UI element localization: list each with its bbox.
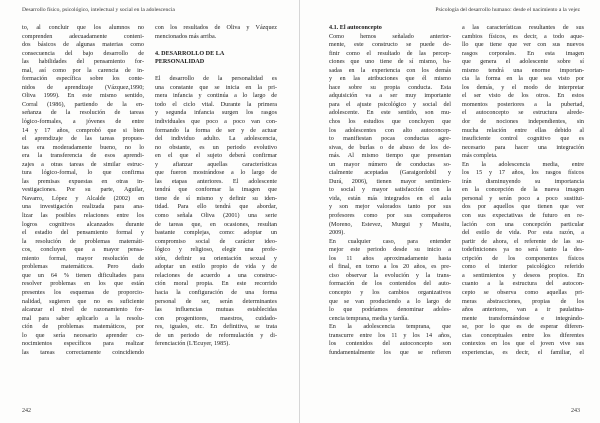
- text-line: los 11 años aproximadamente hasta: [329, 255, 451, 262]
- section-heading: PERSONALIDAD: [155, 59, 205, 66]
- text-line: dos por aquellos que tienen que ver: [462, 204, 584, 211]
- text-line: años anteriores, van a ir paulatina-: [462, 307, 584, 314]
- text-line: una constante que se inicia en la pri-: [155, 84, 277, 91]
- text-line: las etapas anteriores. El adolescente: [155, 178, 277, 185]
- text-line: en la concepción de la nueva imagen: [462, 187, 584, 194]
- text-line: mera infancia y continúa a lo largo de: [155, 93, 277, 100]
- text-line: alcanzar el nivel de razonamiento for-: [22, 307, 144, 314]
- text-line: el ser visto de los otros. En estos: [462, 93, 584, 100]
- text-line: dor de nociones independientes, sin: [462, 119, 584, 126]
- text-line: En la adolescencia media, entre: [462, 161, 584, 168]
- text-line: consecuencia del bajo desarrollo de: [22, 50, 144, 57]
- text-line: todo el ciclo vital. Durante la primera: [155, 101, 277, 108]
- text-line: lógico-formales, a jóvenes de entre: [22, 119, 144, 126]
- text-line: res, iguales, etc. En definitiva, se trata: [155, 324, 277, 331]
- blank-line: [155, 67, 277, 76]
- text-line: más completa.: [462, 153, 498, 160]
- text-line: mente transformándose e integrándo-: [462, 315, 584, 322]
- text-line: las habilidades del pensamiento for-: [22, 59, 144, 66]
- text-line: sadas en la experiencia con los demás: [329, 67, 451, 74]
- text-line: de un periodo de reformulación y di-: [155, 332, 277, 339]
- running-head-left: Desarrollo físico, psicológico, intelectual y social en la adolescencia: [22, 7, 175, 13]
- text-line: como señala Oliva (2001) una serie: [155, 213, 277, 220]
- text-line: dos básicos de algunas materias como: [22, 42, 144, 49]
- text-line: (Moreno, Estevez, Murgui y Musitu,: [329, 221, 451, 228]
- text-line: que fueron mostrándose a lo largo de: [155, 170, 277, 177]
- text-line: tura lógico-formal, lo que confirma: [22, 170, 144, 177]
- text-line: adolescente. En este sentido, son mu-: [329, 110, 451, 117]
- text-line: ciones que uno tiene de sí mismo, ba-: [329, 59, 451, 66]
- text-line: comprenden adecuadamente conteni-: [22, 33, 144, 40]
- text-line: y son mejor valorados tanto por sus: [329, 204, 451, 211]
- text-line: compromiso social de carácter ideo-: [155, 238, 277, 245]
- text-line: cialmente aceptadas (Garaigordobil y: [329, 170, 451, 177]
- text-line: chos los estudios que concluyen que: [329, 119, 451, 126]
- section-heading: 4. DESARROLLO DE LA: [155, 50, 225, 57]
- text-line: presentes los esquemas de proporcio-: [22, 289, 144, 296]
- text-line: como el interior psicológico referido: [462, 264, 584, 271]
- text-line: el estadio del pensamiento formal y: [22, 230, 144, 237]
- text-line: no obstante, es un periodo evolutivo: [155, 144, 277, 151]
- text-line: con sus expectativas de futuro en re-: [462, 213, 584, 220]
- text-line: un mayor número de conductas so-: [329, 161, 451, 168]
- text-line: meras abstracciones, propias de los: [462, 298, 584, 305]
- text-line: mencionados más arriba.: [155, 33, 217, 40]
- text-line: sivas, de burlas o de abuso de los de-: [329, 144, 451, 151]
- text-line: En la adolescencia temprana, que: [329, 324, 451, 331]
- text-line: mal para saber aplicarlo a la resolu-: [22, 315, 144, 322]
- text-line: individuales que poco a poco van con-: [155, 119, 277, 126]
- text-line: vida, están más integrados en el aula: [329, 195, 451, 202]
- text-line: Durá, 2006), tienen mayor sentimien-: [329, 178, 451, 185]
- text-line: cencia temprana, media y tardía.: [329, 315, 409, 322]
- text-line: personal y serán poco a poco sustitui-: [462, 195, 584, 202]
- text-line: para el ajuste psicológico y social del: [329, 101, 451, 108]
- text-line: mente, este constructo se puede de-: [329, 42, 451, 49]
- text-line: el autoconcepto se estructura alrede-: [462, 110, 584, 117]
- text-line: los demás, y el modo de interpretar: [462, 84, 584, 91]
- right-page-column-2: [462, 24, 584, 394]
- text-line: que genera el adolescente sobre sí: [462, 59, 584, 66]
- text-line: a las características resultantes de sus: [462, 25, 584, 31]
- text-line: nidos de aprendizaje (Vázquez,1990;: [22, 84, 144, 91]
- text-line: bastante complejas, como: adoptar un: [155, 230, 277, 237]
- text-line: del estilo de vida. Por esta razón, a: [462, 230, 584, 237]
- text-line: mejor este periodo desde su inicio a: [329, 247, 451, 254]
- text-line: En cualquier caso, para entender: [329, 238, 451, 245]
- text-line: hace sobre su propia conducta. Esta: [329, 84, 451, 91]
- text-line: los contenidos del autoconcepto son: [329, 341, 451, 348]
- text-line: sión, definir su orientación sexual y: [155, 255, 277, 262]
- text-line: se, por lo que es de esperar diferen-: [462, 324, 584, 331]
- text-line: hacia la configuración de una forma: [155, 289, 277, 296]
- text-line: problemas matemáticos. Pero dado: [22, 264, 144, 271]
- text-line: tidad. Para ello tendrá que abordar,: [155, 204, 277, 211]
- text-line: rasgos corporales. En esta imagen: [462, 50, 584, 57]
- right-page-column-1: [329, 24, 451, 394]
- text-line: insuficiente control cognitivo que es: [462, 136, 584, 143]
- text-line: ciso observar la evolución y la trans-: [329, 272, 451, 279]
- text-line: lógico y religioso, elegir una profe-: [155, 247, 277, 254]
- text-line: ferenciación (L'Ecuyer, 1985).: [155, 341, 230, 348]
- text-line: del individuo adulto. La adolescencia,: [155, 136, 277, 143]
- text-line: cias conceptuales entre los diferentes: [462, 332, 584, 339]
- text-line: contextos en los que el joven vive sus: [462, 341, 584, 348]
- text-line: llo que tiene que ver con sus nuevos: [462, 42, 584, 49]
- text-line: El desarrollo de la personalidad es: [155, 76, 277, 83]
- text-line: cambios físicos, es decir, a todo aque-: [462, 33, 584, 40]
- text-line: relaciones de acuerdo a una construc-: [155, 272, 277, 279]
- text-line: a sentimientos y deseos propios. En: [462, 272, 584, 279]
- text-line: formación de los contenidos del auto-: [329, 281, 451, 288]
- text-line: con progenitores, maestros, cuidado-: [155, 315, 277, 322]
- text-line: la resolución de problemas matemáti-: [22, 238, 144, 245]
- text-line: Corral (1986), partiendo de la en-: [22, 101, 144, 108]
- text-line: tas era moderadamente bueno, no lo: [22, 144, 144, 151]
- text-line: lación con una concepción particular: [462, 221, 584, 228]
- text-line: logros cognitivos alcanzados durante: [22, 221, 144, 228]
- text-line: nocimientos específicos para realizar: [22, 341, 144, 348]
- text-line: to, al concluir que los alumnos no: [22, 25, 144, 31]
- text-line: nalidad, sugieren que no es suficiente: [22, 298, 144, 305]
- text-line: de tareas que, en ocasiones, resultan: [155, 221, 277, 228]
- text-line: y segunda infancia surgen los rasgos: [155, 110, 277, 117]
- text-line: to manifiestan pocas conductas agre-: [329, 136, 451, 143]
- text-line: el final, en torno a los 20 años, es pre-: [329, 264, 451, 271]
- text-line: el aprendizaje de las tareas propues-: [22, 136, 144, 143]
- text-line: momentos posteriores a la pubertad,: [462, 101, 584, 108]
- text-line: lo que podríamos denominar adoles-: [329, 307, 451, 314]
- text-line: 2009).: [329, 230, 345, 237]
- text-line: las influencias mutuas establecidas: [155, 307, 277, 314]
- text-line: en el que el sujeto deberá confirmar: [155, 153, 277, 160]
- text-line: zajes a otras tareas de similar estruc-: [22, 161, 144, 168]
- text-line: fundamentalmente los que se refieren: [329, 349, 451, 356]
- text-line: formando la forma de ser y de actuar: [155, 127, 277, 134]
- text-line: lo que sería necesario aprender co-: [22, 332, 144, 339]
- text-line: una investigación realizada para ana-: [22, 204, 144, 211]
- text-line: Como hemos señalado anterior-: [329, 33, 451, 40]
- text-line: todefiniciones ya no será tanto la des-: [462, 247, 584, 254]
- left-page-column-2: [155, 24, 277, 394]
- text-line: cepto se observa como aquellas pri-: [462, 289, 584, 296]
- text-line: las tareas correctamente coincidiendo: [22, 349, 144, 356]
- text-line: y afianzar aquellas características: [155, 161, 277, 168]
- text-line: experiencias, es decir, el familiar, el: [462, 349, 584, 356]
- text-line: necesario para hacer una integración: [462, 144, 584, 151]
- text-line: ción de problemas matemáticos, por: [22, 324, 144, 331]
- text-line: 14 y 17 años, comprobó que si bien: [22, 127, 144, 134]
- text-line: las premisas expuestas en otras in-: [22, 178, 144, 185]
- text-line: señanza de la resolución de tareas: [22, 110, 144, 117]
- text-line: personal de ser, serán determinantes: [155, 298, 277, 305]
- running-head-right: Psicología del desarrollo humano: desde el nacimiento a la vejez: [435, 7, 580, 13]
- text-line: to social y mayor satisfacción con la: [329, 187, 451, 194]
- text-line: irán disminuyendo su importancia: [462, 178, 584, 185]
- text-line: profesores como por sus compañeros: [329, 213, 451, 220]
- text-line: era la transferencia de esos aprendi-: [22, 153, 144, 160]
- text-line: partir de ahora, el referente de las su-: [462, 238, 584, 245]
- text-line: cia la forma en la que sea visto por: [462, 76, 584, 83]
- text-line: que se van produciendo a lo largo de: [329, 298, 451, 305]
- text-line: ción moral propia. En este recorrido: [155, 281, 277, 288]
- text-line: que un 64 % tienen dificultades para: [22, 272, 144, 279]
- text-line: adoptar un estilo propio de vida y de: [155, 264, 277, 271]
- text-line: resolver problemas en los que están: [22, 281, 144, 288]
- page-number-left: 242: [22, 408, 31, 414]
- text-line: los adolescentes con alto autoconcep-: [329, 127, 451, 134]
- text-line: mal, así como por la carencia de in-: [22, 67, 144, 74]
- text-line: cuanto a la estructura del autocon-: [462, 281, 584, 288]
- text-line: Navarro, López y Alcalde (2002) en: [22, 195, 144, 202]
- page-number-right: 243: [571, 408, 580, 414]
- blank-line: [155, 41, 277, 50]
- text-line: cos, concluyen que a mayor pensa-: [22, 247, 144, 254]
- text-line: formación específica sobre los conte-: [22, 76, 144, 83]
- text-line: mucha relación entre ellas debido al: [462, 127, 584, 134]
- text-line: transcurre entre los 11 y los 14 años,: [329, 332, 451, 339]
- text-line: mismo tendrá una enorme importan-: [462, 67, 584, 74]
- text-line: cripción de los componentes físicos: [462, 255, 584, 262]
- text-line: tendrá que conformar la imagen que: [155, 187, 277, 194]
- text-line: vestigaciones. Por su parte, Aguilar,: [22, 187, 144, 194]
- text-line: los 15 y 17 años, los rasgos físicos: [462, 170, 584, 177]
- text-line: y en las atribuciones que él mismo: [329, 76, 451, 83]
- text-line: con los resultados de Oliva y Vázquez: [155, 25, 277, 31]
- text-line: más. Al mismo tiempo que presentan: [329, 153, 451, 160]
- left-page-column-1: [22, 24, 144, 394]
- section-heading: 4.1. El autoconcepto: [329, 25, 382, 31]
- text-line: lizar las posibles relaciones entre los: [22, 213, 144, 220]
- right-page: [300, 0, 600, 423]
- text-line: concepto y los cambios organizativos: [329, 289, 451, 296]
- text-line: tiene de sí mismo y definir su iden-: [155, 195, 277, 202]
- text-line: adquisición va a ser muy importante: [329, 93, 451, 100]
- text-line: Oliva 1999). En este mismo sentido,: [22, 93, 144, 100]
- text-line: miento formal, mayor resolución de: [22, 255, 144, 262]
- text-line: finir como el resultado de las percep-: [329, 50, 451, 57]
